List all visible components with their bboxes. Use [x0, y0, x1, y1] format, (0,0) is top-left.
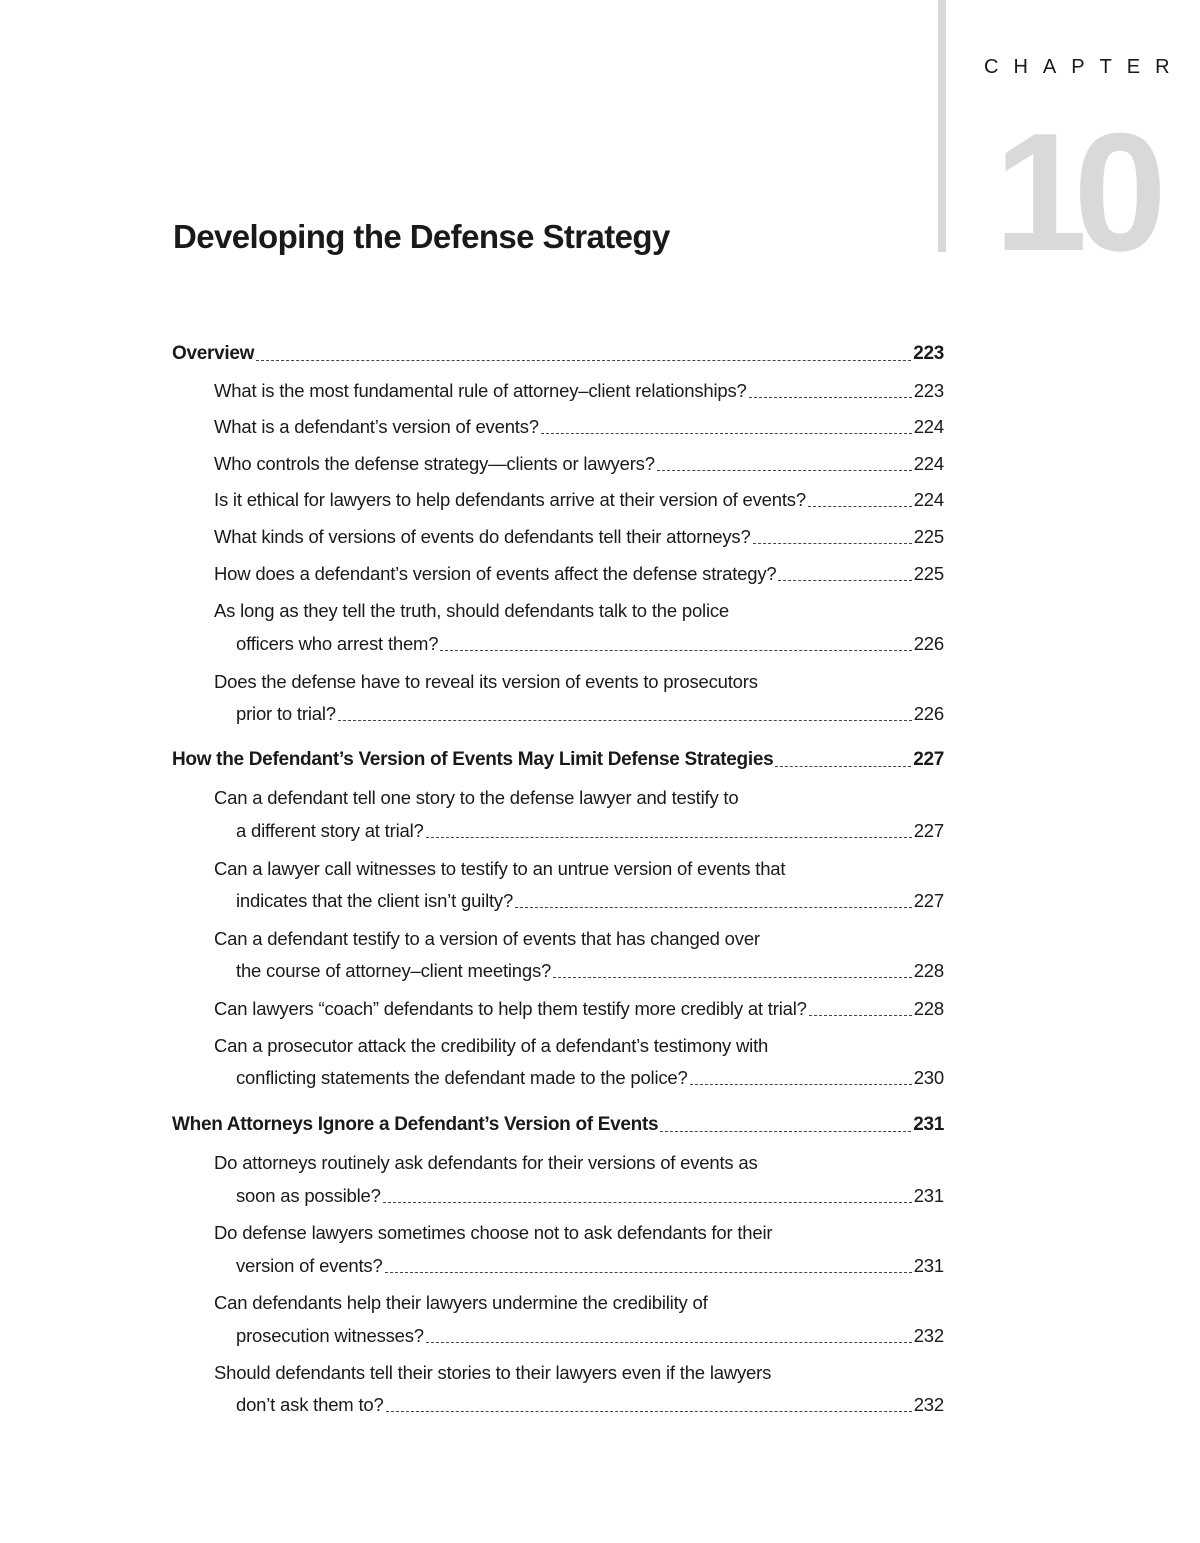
dot-leader	[775, 766, 911, 767]
dot-leader	[541, 433, 912, 434]
toc-entry-text: What kinds of versions of events do defendants tell their attorneys?	[214, 526, 751, 547]
chapter-label: CHAPTER	[984, 56, 1185, 78]
toc-entry-text: Do attorneys routinely ask defendants for their versions of events as	[214, 1152, 758, 1173]
toc-entry[interactable]	[172, 996, 944, 1022]
toc-entry-text: prosecution witnesses?	[236, 1325, 424, 1346]
toc-entry-first-line[interactable]	[172, 1033, 944, 1059]
dot-leader	[808, 506, 912, 507]
toc-entry[interactable]	[172, 378, 944, 404]
toc-entry[interactable]	[172, 414, 944, 440]
toc-page-number: 232	[913, 1325, 944, 1346]
toc-page-number: 231	[913, 1185, 944, 1206]
toc-entry-continuation[interactable]	[172, 1392, 944, 1418]
table-of-contents	[172, 0, 944, 1543]
toc-page-number: 231	[913, 1114, 944, 1135]
toc-entry-continuation[interactable]	[172, 888, 944, 914]
toc-entry-continuation[interactable]	[172, 818, 944, 844]
toc-entry-continuation[interactable]	[172, 1323, 944, 1349]
toc-page-number: 227	[913, 890, 944, 911]
toc-entry-continuation[interactable]	[172, 1183, 944, 1209]
toc-page-number: 227	[913, 749, 944, 770]
toc-page-number: 223	[913, 343, 944, 364]
toc-entry-text: Does the defense have to reveal its version of events to prosecutors	[214, 671, 758, 692]
toc-page-number: 224	[913, 416, 944, 437]
toc-page-number: 225	[913, 563, 944, 584]
toc-entry[interactable]	[172, 561, 944, 587]
toc-entry[interactable]	[172, 451, 944, 477]
toc-entry-continuation[interactable]	[172, 631, 944, 657]
toc-entry-text: Can a prosecutor attack the credibility of a defendant’s testimony with	[214, 1035, 769, 1056]
toc-entry[interactable]	[172, 487, 944, 513]
toc-entry-first-line[interactable]	[172, 669, 944, 695]
toc-entry-text: a different story at trial?	[236, 820, 424, 841]
dot-leader	[338, 720, 912, 721]
toc-entry-text: Can a lawyer call witnesses to testify to an untrue version of events that	[214, 858, 786, 879]
toc-section-limit-defense-strategies[interactable]	[172, 747, 944, 773]
toc-entry-first-line[interactable]	[172, 856, 944, 882]
toc-entry-text: Do defense lawyers sometimes choose not to ask defendants for their	[214, 1222, 773, 1243]
toc-page-number: 226	[913, 633, 944, 654]
toc-section-overview[interactable]	[172, 341, 944, 367]
toc-entry-first-line[interactable]	[172, 1150, 944, 1176]
toc-entry[interactable]	[172, 524, 944, 550]
toc-page-number: 225	[913, 526, 944, 547]
toc-entry-text: Can a defendant tell one story to the defense lawyer and testify to	[214, 787, 739, 808]
dot-leader	[753, 543, 912, 544]
toc-page-number: 228	[913, 998, 944, 1019]
dot-leader	[385, 1272, 912, 1273]
toc-entry-first-line[interactable]	[172, 1220, 944, 1246]
toc-entry-text: How does a defendant’s version of events affect the defense strategy?	[214, 563, 777, 584]
toc-entry-continuation[interactable]	[172, 1253, 944, 1279]
toc-entry-text: soon as possible?	[236, 1185, 381, 1206]
toc-entry-text: don’t ask them to?	[236, 1394, 384, 1415]
toc-page-number: 228	[913, 960, 944, 981]
toc-entry-text: prior to trial?	[236, 703, 336, 724]
toc-entry-text: Can defendants help their lawyers undermine the credibility of	[214, 1292, 708, 1313]
toc-section-attorneys-ignore[interactable]	[172, 1112, 944, 1138]
toc-entry-first-line[interactable]	[172, 926, 944, 952]
dot-leader	[515, 907, 912, 908]
toc-entry-text: Can a defendant testify to a version of events that has changed over	[214, 928, 760, 949]
chapter-title: Developing the Defense Strategy	[173, 218, 670, 255]
dot-leader	[256, 360, 911, 361]
toc-page-number: 232	[913, 1394, 944, 1415]
toc-page-number: 227	[913, 820, 944, 841]
toc-entry-first-line[interactable]	[172, 1360, 944, 1386]
toc-page-number: 224	[913, 453, 944, 474]
dot-leader	[778, 580, 911, 581]
toc-entry-text: Should defendants tell their stories to their lawyers even if the lawyers	[214, 1362, 772, 1383]
toc-page-number: 224	[913, 489, 944, 510]
chapter-number: 10	[994, 98, 1153, 286]
dot-leader	[657, 470, 912, 471]
toc-entry-continuation[interactable]	[172, 701, 944, 727]
toc-entry-text: How the Defendant’s Version of Events May Limit Defense Strategies	[172, 749, 774, 770]
toc-entry-first-line[interactable]	[172, 598, 944, 624]
dot-leader	[553, 977, 912, 978]
toc-entry-text: conflicting statements the defendant made to the police?	[236, 1067, 688, 1088]
toc-entry-continuation[interactable]	[172, 1065, 944, 1091]
dot-leader	[386, 1411, 912, 1412]
toc-entry-text: When Attorneys Ignore a Defendant’s Version of Events	[172, 1114, 659, 1135]
dot-leader	[690, 1084, 912, 1085]
dot-leader	[383, 1202, 912, 1203]
toc-entry-first-line[interactable]	[172, 1290, 944, 1316]
toc-entry-text: the course of attorney–client meetings?	[236, 960, 552, 981]
dot-leader	[426, 1342, 912, 1343]
toc-entry-text: officers who arrest them?	[236, 633, 439, 654]
toc-page-number: 223	[913, 380, 944, 401]
toc-entry-text: What is the most fundamental rule of attorney–client relationships?	[214, 380, 747, 401]
toc-entry-text: Who controls the defense strategy—clients or lawyers?	[214, 453, 655, 474]
dot-leader	[749, 397, 912, 398]
toc-entry-text: Can lawyers “coach” defendants to help them testify more credibly at trial?	[214, 998, 807, 1019]
toc-page-number: 230	[913, 1067, 944, 1088]
dot-leader	[660, 1131, 911, 1132]
toc-entry-text: Overview	[172, 343, 255, 364]
toc-page-number: 226	[913, 703, 944, 724]
toc-entry-first-line[interactable]	[172, 785, 944, 811]
toc-entry-text: As long as they tell the truth, should defendants talk to the police	[214, 600, 730, 621]
dot-leader	[809, 1015, 912, 1016]
toc-entry-text: version of events?	[236, 1255, 383, 1276]
dot-leader	[440, 650, 911, 651]
toc-entry-continuation[interactable]	[172, 958, 944, 984]
dot-leader	[426, 837, 912, 838]
toc-entry-text: Is it ethical for lawyers to help defendants arrive at their version of events?	[214, 489, 806, 510]
toc-entry-text: indicates that the client isn’t guilty?	[236, 890, 514, 911]
toc-entry-text: What is a defendant’s version of events?	[214, 416, 539, 437]
toc-page-number: 231	[913, 1255, 944, 1276]
